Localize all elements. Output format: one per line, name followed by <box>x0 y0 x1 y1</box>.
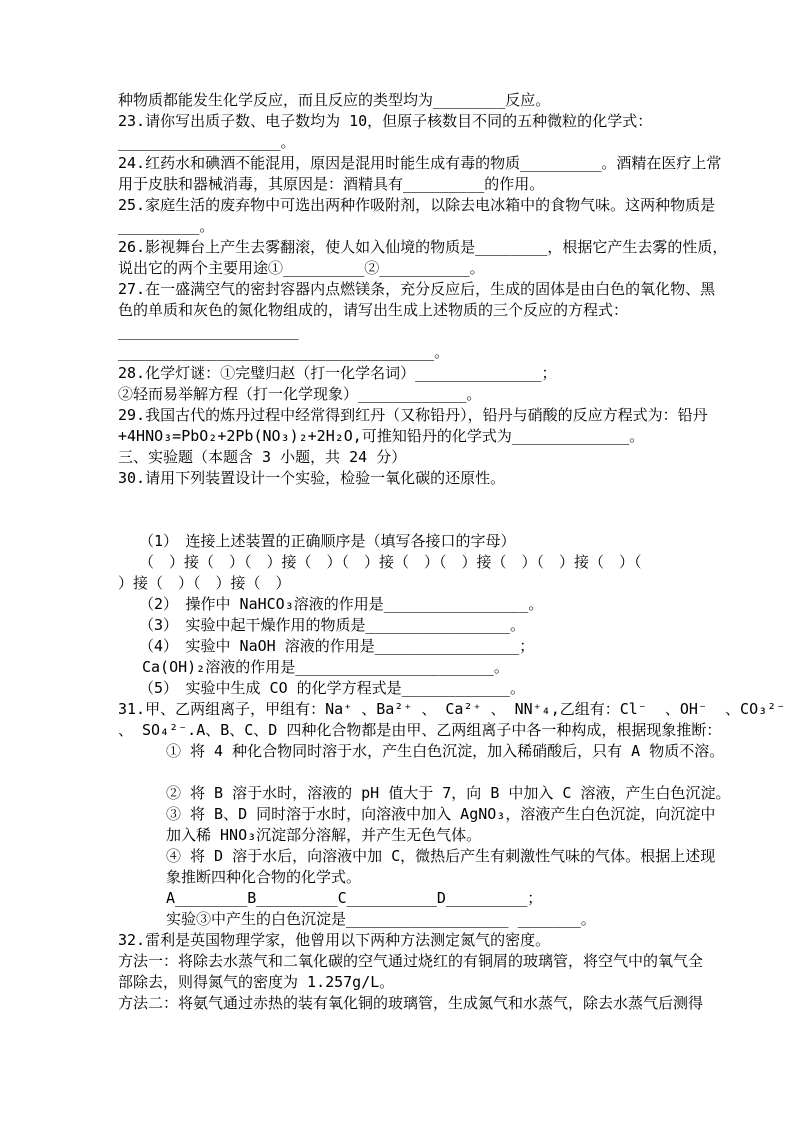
q31-line-2: 、 SO₄²⁻.A、B、C、D 四种化合物都是由甲、乙两组离子中各一种构成，根据现象推断： <box>118 721 722 739</box>
q30-sub2: （2） 操作中 NaHCO₃溶液的作用是________________。 <box>139 595 544 613</box>
q31-observation-3-line-1: ③ 将 B、D 同时溶于水时，向溶液中加入 AgNO₃，溶液产生白色沉淀，向沉淀中 <box>166 805 716 823</box>
section-3-header: 三、实验题（本题含 3 小题，共 24 分） <box>118 448 407 466</box>
intro-continuation-line: 种物质都能发生化学反应，而且反应的类型均为________反应。 <box>118 91 551 109</box>
q26-line-2: 说出它的两个主要用途①_________②__________。 <box>118 259 485 277</box>
q25-answer-blank: _________。 <box>118 217 215 235</box>
q30-sub4-caoh2-line: Ca(OH)₂溶液的作用是______________________。 <box>142 658 509 676</box>
q27-equation-blank-1: ____________________ <box>118 322 299 340</box>
q30-sub1-connection-blanks-1: （ ）接（ ）（ ）接（ ）（ ）接（ ）（ ）接（ ）（ ）接（ ）（ <box>139 553 642 571</box>
q32-method-2: 方法二：将氨气通过赤热的装有氧化铜的玻璃管，生成氮气和水蒸气，除去水蒸气后测得 <box>118 994 704 1012</box>
q31-line-1: 31.甲、乙两组离子，甲组有：Na⁺ 、Ba²⁺ 、 Ca²⁺ 、 NN⁺₄,乙组有：Cl⁻ 、OH⁻ 、CO₃²⁻ <box>118 700 786 718</box>
q27-equation-blank-2: ___________________________________。 <box>118 343 450 361</box>
q31-observation-1: ① 将 4 种化合物同时溶于水，产生白色沉淀，加入稀硝酸后，只有 A 物质不溶。 <box>166 742 725 760</box>
q31-gap <box>118 762 718 783</box>
q30-sub3: （3） 实验中起干燥作用的物质是________________。 <box>139 616 526 634</box>
q30-sub1-prompt: （1） 连接上述装置的正确顺序是（填写各接口的字母） <box>139 532 516 550</box>
q24-line-1: 24.红药水和碘酒不能混用，原因是混用时能生成有毒的物质_________。酒精在医疗上常 <box>118 154 722 172</box>
q31-observation-2: ② 将 B 溶于水时，溶液的 pH 值大于 7，向 B 中加入 C 溶液，产生白色沉淀。 <box>166 784 731 802</box>
q25-line-1: 25.家庭生活的废弃物中可选出两种作吸附剂，以除去电冰箱中的食物气味。这两种物质是 <box>118 196 716 214</box>
q30-sub5: （5） 实验中生成 CO 的化学方程式是____________。 <box>139 679 526 697</box>
exam-content <box>118 90 786 1014</box>
q26-line-1: 26.影视舞台上产生去雾翻滚，使人如入仙境的物质是________，根据它产生去雾的性质， <box>118 238 728 256</box>
q32-method-1-line-2: 部除去，则得氮气的密度为 1.257g/L。 <box>118 973 395 991</box>
q30-sub4: （4） 实验中 NaOH 溶液的作用是________________； <box>139 637 535 655</box>
q24-line-2: 用于皮肤和器械消毒，其原因是：酒精具有_________的作用。 <box>118 175 545 193</box>
q30-sub1-connection-blanks-2: ）接（ ）（ ）接（ ） <box>118 574 291 592</box>
q29-line-2: +4HNO₃=PbO₂+2Pb(NO₃)₂+2H₂O,可推知铅丹的化学式为_____________。 <box>118 427 645 445</box>
q29-line-1: 29.我国古代的炼丹过程中经常得到红丹（又称铅丹），铅丹与硝酸的反应方程式为：铅丹 <box>118 406 708 424</box>
q28-riddle-1: 28.化学灯谜：①完璧归赵（打一化学名词）______________； <box>118 364 557 382</box>
q23-prompt: 23.请你写出质子数、电子数均为 10，但原子核数目不同的五种微粒的化学式： <box>118 112 653 130</box>
q23-answer-blank: __________________。 <box>118 133 296 151</box>
q31-answer-blanks: A________B_________C__________D_________； <box>166 889 543 907</box>
q31-observation-4-line-1: ④ 将 D 溶于水后，向溶液中加 C，微热后产生有刺激性气味的气体。根据上述现 <box>166 847 716 865</box>
q30-apparatus-gap-2 <box>118 510 718 531</box>
q32-prompt: 32.雷利是英国物理学家，他曾用以下两种方法测定氮气的密度。 <box>118 931 551 949</box>
q30-prompt: 30.请用下列装置设计一个实验，检验一氧化碳的还原性。 <box>118 469 506 487</box>
q27-line-2: 色的单质和灰色的氮化物组成的，请写出生成上述物质的三个反应的方程式： <box>118 301 629 319</box>
q31-observation-3-line-2: 加入稀 HNO₃沉淀部分溶解，并产生无色气体。 <box>166 826 482 844</box>
q30-apparatus-gap-1 <box>118 489 718 510</box>
q31-precipitate-blank: 实验③中产生的白色沉淀是__________________ _______。 <box>166 910 596 928</box>
q27-line-1: 27.在一盛满空气的密封容器内点燃镁条，充分反应后，生成的固体是由白色的氧化物、黑 <box>118 280 716 298</box>
q31-observation-4-line-2: 象推断四种化合物的化学式。 <box>166 868 362 886</box>
q28-riddle-2: ②轻而易举解方程（打一化学现象）____________。 <box>118 385 482 403</box>
q32-method-1-line-1: 方法一：将除去水蒸气和二氧化碳的空气通过烧红的有铜屑的玻璃管，将空气中的氧气全 <box>118 952 704 970</box>
